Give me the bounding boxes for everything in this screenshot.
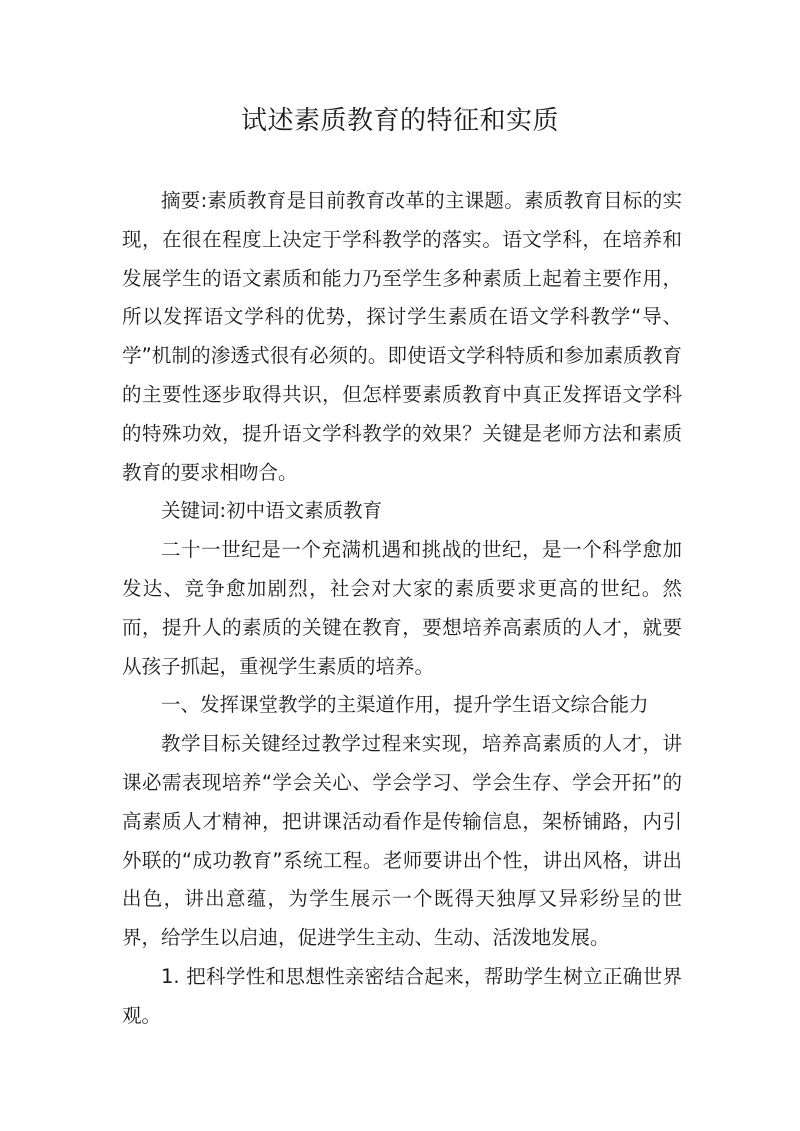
subsection-heading-1: 1. 把科学性和思想性亲密结合起来，帮助学生树立正确世界观。 [122, 964, 682, 1027]
section-heading-1: 一、发挥课堂教学的主渠道作用，提升学生语文综合能力 [161, 693, 649, 717]
body-paragraph: 教学目标关键经过教学过程来实现，培养高素质的人才，讲课必需表现培养“学会关心、学会学习、学会生存、学会开拓”的高素质人才精神，把讲课活动看作是传输信息，架桥铺路，内引外联的“成功教育”系统工程。老师要讲出个性，讲出风格，讲出出色，讲出意蕴，为学生展示一个既得天独厚又异彩纷呈的世界，给学生以启迪，促进学生主动、生动、活泼地发展。 [122, 732, 682, 950]
document-body [122, 182, 682, 1036]
keywords-paragraph: 关键词:初中语文素质教育 [161, 499, 383, 523]
document-title: 试述素质教育的特征和实质 [240, 106, 559, 136]
intro-paragraph: 二十一世纪是一个充满机遇和挑战的世纪，是一个科学愈加发达、竞争愈加剧烈，社会对大家的素质要求更高的世纪。然而，提升人的素质的关键在教育，要想培养高素质的人才，就要从孩子抓起，重视学生素质的培养。 [122, 538, 682, 678]
abstract-paragraph: 摘要:素质教育是目前教育改革的主课题。素质教育目标的实现，在很在程度上决定于学科教学的落实。语文学科，在培养和发展学生的语文素质和能力乃至学生多种素质上起着主要作用，所以发挥语文学科的优势，探讨学生素质在语文学科教学“导、学”机制的渗透式很有必须的。即使语文学科特质和参加素质教育的主要性逐步取得共识，但怎样要素质教育中真正发挥语文学科的特殊功效，提升语文学科教学的效果？关键是老师方法和素质教育的要求相吻合。 [122, 189, 682, 484]
